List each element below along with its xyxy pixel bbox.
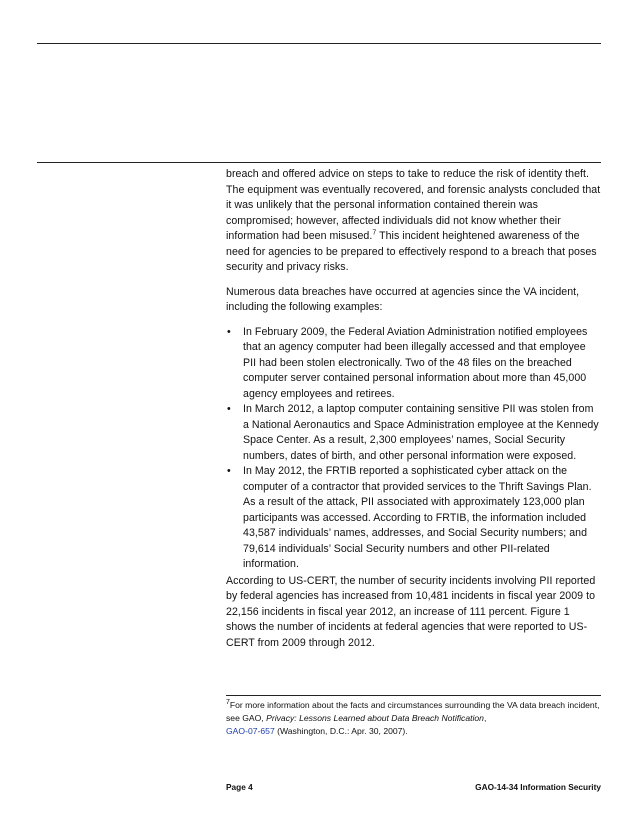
page-number: Page 4 <box>226 782 253 792</box>
bullet-icon: • <box>227 403 231 415</box>
report-link[interactable]: GAO-07-657 <box>226 726 275 736</box>
bullet-text: In February 2009, the Federal Aviation Administration notified employees that an agency computer had been illegally accessed and that employee PII had been stolen electronically. Two of the 48 files on the breached computer server contained personal information about more than 45,000 agency employees and retirees. <box>243 325 588 400</box>
body-column <box>226 167 601 660</box>
paragraph-1-text: breach and offered advice on steps to take to reduce the risk of identity theft. The equipment was eventually recovered, and forensic analysts concluded that it was unlikely that the personal information contained therein was compromised; however, affected individuals did not know whether their information had been misused. <box>226 168 601 242</box>
footnote-comma: , <box>483 713 487 723</box>
footnote-text-end: (Washington, D.C.: Apr. 30, 2007). <box>274 726 408 736</box>
footnote-number: 7 <box>226 699 230 707</box>
paragraph-1-text-continued: This incident heightened awareness of the need for agencies to be prepared to effectively respond to a breach that poses security and privacy risks. <box>226 230 597 273</box>
footnote-ref-7[interactable]: 7 <box>372 229 377 237</box>
footnote-title: Privacy: Lessons Learned about Data Breach Notification <box>266 713 484 723</box>
bullet-icon: • <box>227 325 231 338</box>
footnote <box>226 699 601 738</box>
bullet-icon: • <box>227 465 231 477</box>
section-rule <box>37 162 601 163</box>
bullet-text: In March 2012, a laptop computer containing sensitive PII was stolen from a National Aeronautics and Space Administration employee at the Kennedy Space Center. As a result, 2,300 employees’ names, Social Security numbers, dates of birth, and other personal information were exposed. <box>243 403 599 462</box>
bullet-text: In May 2012, the FRTIB reported a sophisticated cyber attack on the computer of a contractor that provided services to the Thrift Savings Plan. As a result of the attack, PII associated with approximately 123,000 plan participants was accessed. According to FRTIB, the information included 43,587 individuals’ names, addresses, and Social Security numbers; and 79,614 individuals’ Social Security numbers and other PII-related information. <box>243 465 592 570</box>
report-title: GAO-14-34 Information Security <box>475 782 601 792</box>
paragraph-2: Numerous data breaches have occurred at agencies since the VA incident, including the following examples: <box>226 285 580 313</box>
paragraph-3: According to US-CERT, the number of security incidents involving PII reported by federal agencies has increased from 10,481 incidents in fiscal year 2009 to 22,156 incidents in fiscal year 2012, an increase of 111 percent. Figure 1 shows the number of incidents at federal agencies that were reported to US-CERT from 2009 through 2012. <box>226 574 596 649</box>
footnote-rule <box>226 695 601 696</box>
list-item <box>226 325 601 403</box>
paragraph-1 <box>226 167 601 276</box>
list-item <box>226 402 601 464</box>
list-item <box>226 464 601 573</box>
top-rule <box>37 43 601 44</box>
bullet-list <box>226 325 601 573</box>
footnote-text: For more information about the facts and circumstances surrounding the VA data breach incident, see GAO, <box>226 700 600 723</box>
